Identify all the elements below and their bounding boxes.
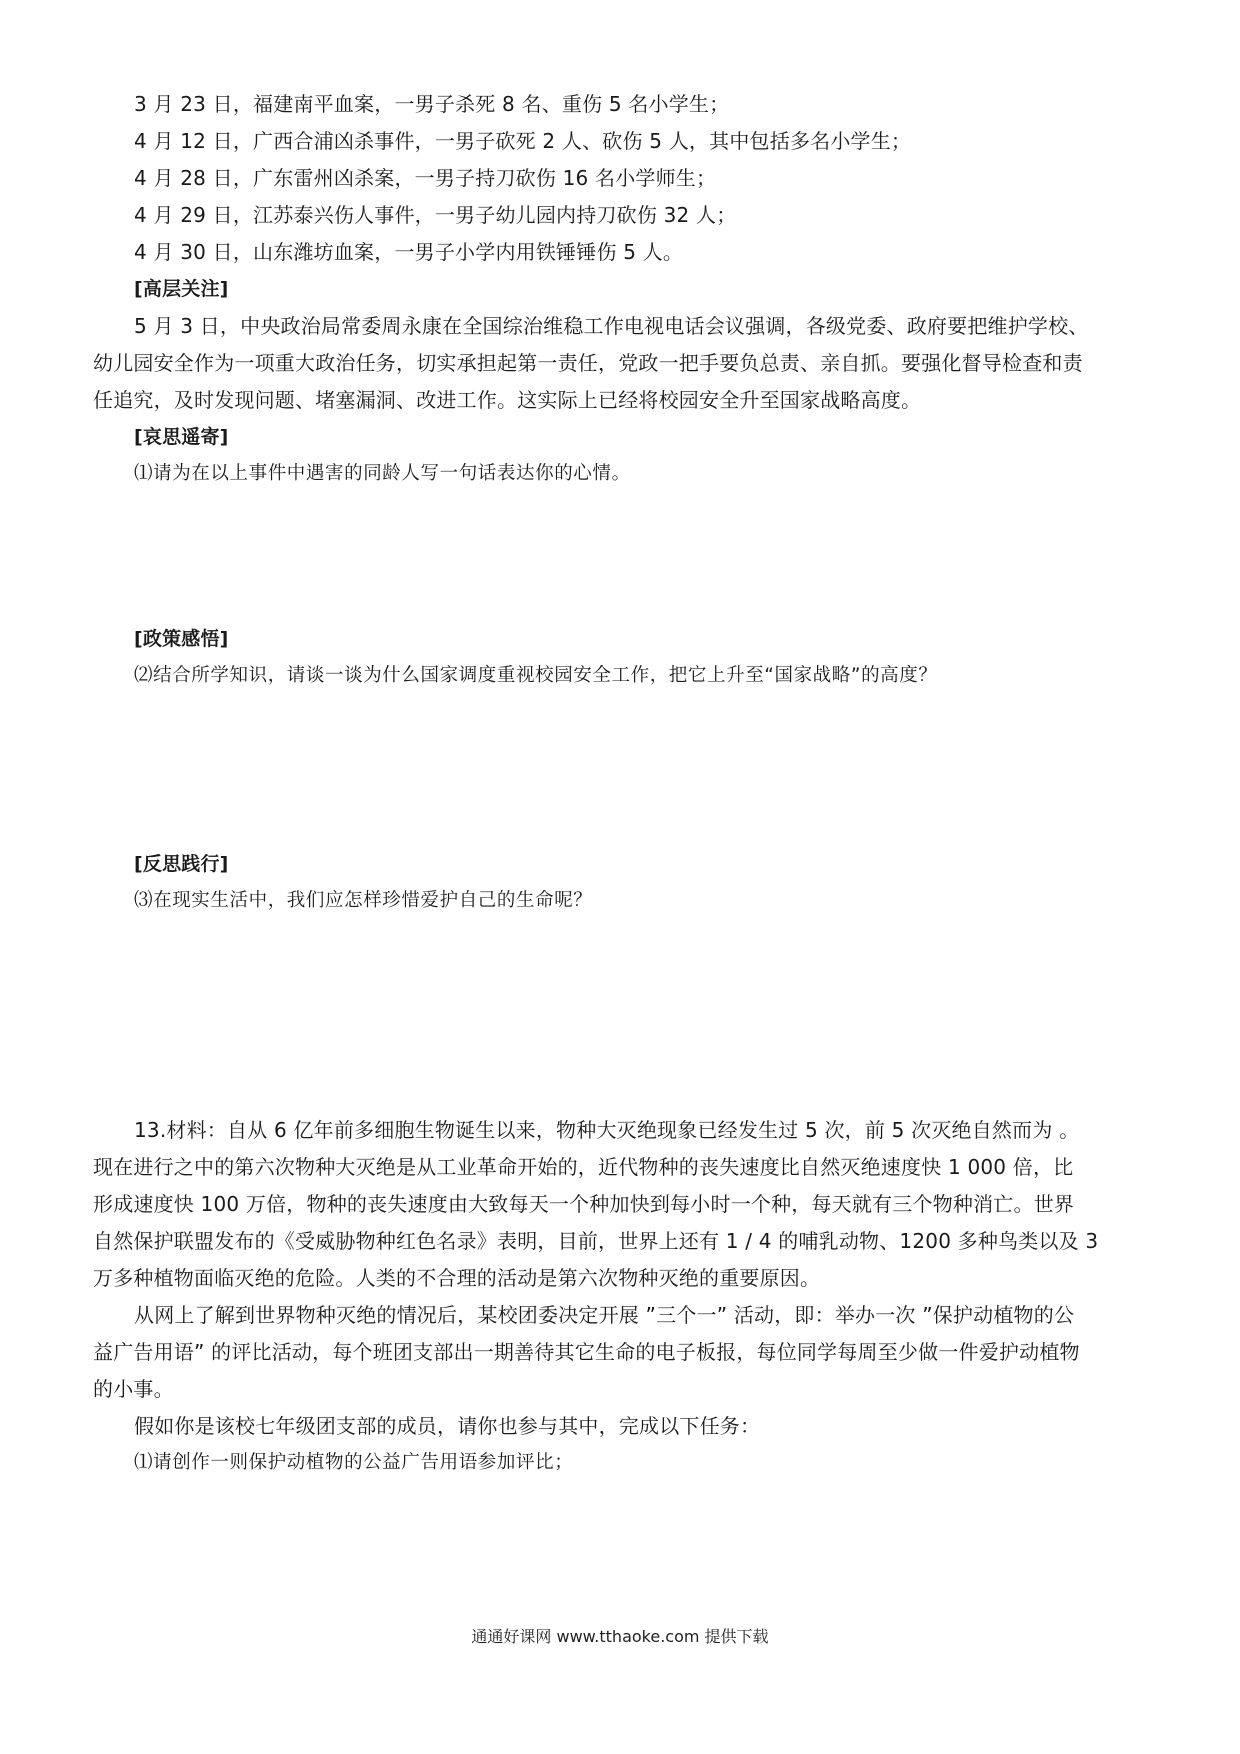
case-line-2: 4 月 12 日，广西合浦凶杀事件，一男子砍死 2 人、砍伤 5 人，其中包括多名小学生； [134, 129, 912, 153]
section-heading-mourning: [哀思遥寄] [134, 426, 229, 448]
question-1: ⑴请为在以上事件中遇害的同龄人写一句话表达你的心情。 [134, 463, 631, 484]
q13-material-line-1: 13.材料：自从 6 亿年前多细胞生物诞生以来，物种大灭绝现象已经发生过 5 次，前 5 次灭绝自然而为 。 [134, 1118, 1080, 1142]
question-2: ⑵结合所学知识，请谈一谈为什么国家调度重视校园安全工作，把它上升至“国家战略”的高度？ [134, 665, 938, 686]
q13-activity-line-2: 益广告用语” 的评比活动，每个班团支部出一期善待其它生命的电子板报，每位同学每周至少做一件爱护动植物 [93, 1340, 1080, 1364]
q13-material-line-2: 现在进行之中的第六次物种大灭绝是从工业革命开始的，近代物种的丧失速度比自然灭绝速度快 1 000 倍，比 [93, 1155, 1074, 1179]
q13-material-line-4: 自然保护联盟发布的《受威胁物种红色名录》表明，目前，世界上还有 1 / 4 的哺乳动物、1200 多种鸟类以及 3 [93, 1229, 1099, 1253]
q13-activity-line-3: 的小事。 [93, 1377, 174, 1401]
case-line-4: 4 月 29 日，江苏泰兴伤人事件，一男子幼儿园内持刀砍伤 32 人； [134, 203, 737, 227]
section-heading-reflection: [反思践行] [134, 853, 229, 875]
section-heading-policy: [政策感悟] [134, 628, 229, 650]
q13-activity-line-1: 从网上了解到世界物种灭绝的情况后，某校团委决定开展 ”三个一” 活动，即：举办一次 ”保护动植物的公 [134, 1303, 1075, 1327]
case-line-5: 4 月 30 日，山东潍坊血案，一男子小学内用铁锤锤伤 5 人。 [134, 240, 684, 264]
q13-material-line-3: 形成速度快 100 万倍，物种的丧失速度由大致每天一个种加快到每小时一个种，每天就有三个物种消亡。世界 [93, 1192, 1075, 1216]
q13-task-intro: 假如你是该校七年级团支部的成员，请你也参与其中，完成以下任务： [134, 1414, 761, 1438]
q13-task-1: ⑴请创作一则保护动植物的公益广告用语参加评比； [134, 1452, 574, 1473]
page-footer: 通通好课网 www.tthaoke.com 提供下载 [471, 1627, 769, 1646]
question-3: ⑶在现实生活中，我们应怎样珍惜爱护自己的生命呢？ [134, 890, 593, 911]
q13-material-line-5: 万多种植物面临灭绝的危险。人类的不合理的活动是第六次物种灭绝的重要原因。 [93, 1266, 821, 1290]
attention-line-2: 幼儿园安全作为一项重大政治任务，切实承担起第一责任，党政一把手要负总责、亲自抓。要强化督导检查和责 [93, 351, 1083, 375]
attention-line-1: 5 月 3 日，中央政治局常委周永康在全国综治维稳工作电视电话会议强调，各级党委、政府要把维护学校、 [134, 314, 1089, 338]
attention-line-3: 任追究，及时发现问题、堵塞漏洞、改进工作。这实际上已经将校园安全升至国家战略高度。 [93, 388, 922, 412]
section-heading-attention: [高层关注] [134, 278, 229, 300]
case-line-1: 3 月 23 日，福建南平血案，一男子杀死 8 名、重伤 5 名小学生； [134, 92, 730, 116]
case-line-3: 4 月 28 日，广东雷州凶杀案，一男子持刀砍伤 16 名小学师生； [134, 166, 717, 190]
